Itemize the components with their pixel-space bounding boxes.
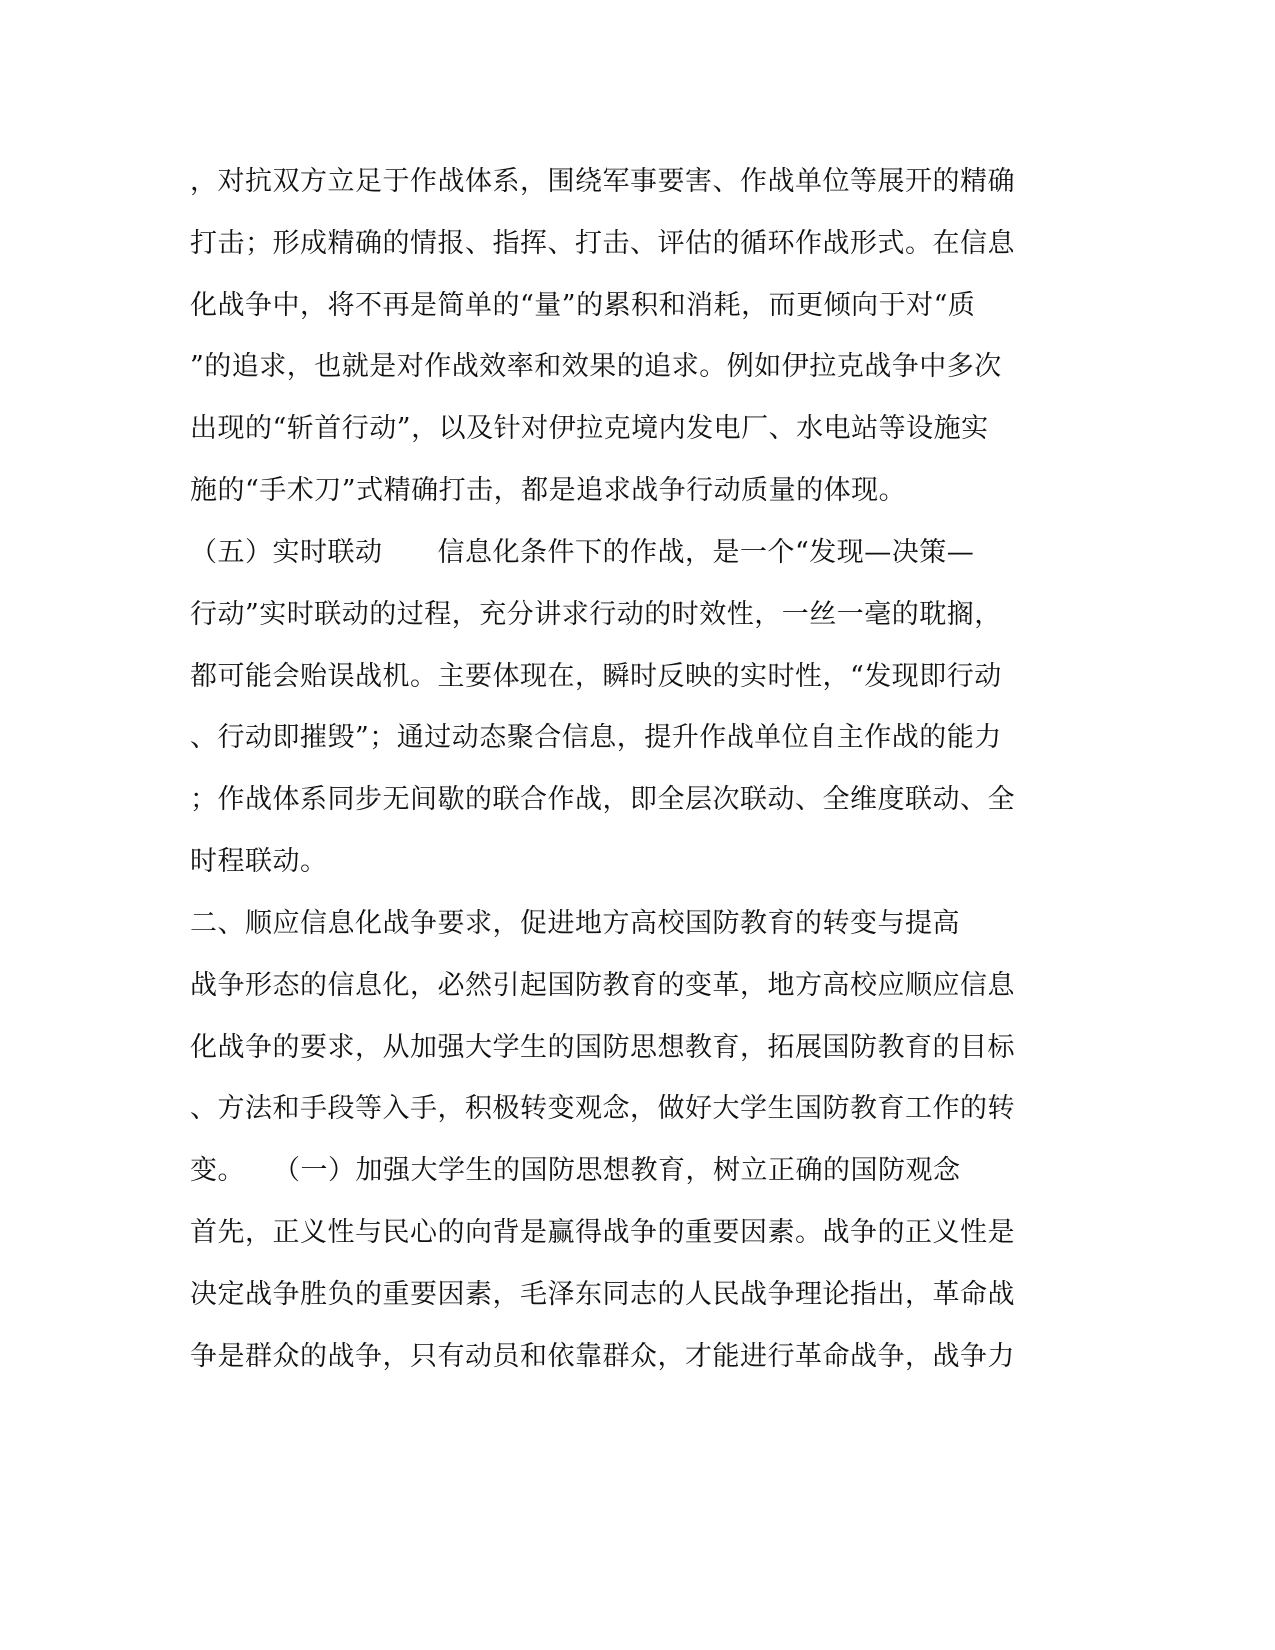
text-line: ”的追求，也就是对作战效率和效果的追求。例如伊拉克战争中多次 (190, 351, 1002, 382)
text-line: 打击；形成精确的情报、指挥、打击、评估的循环作战形式。在信息 (190, 228, 1015, 259)
text-line: 首先，正义性与民心的向背是赢得战争的重要因素。战争的正义性是 (190, 1217, 1015, 1248)
text-line: 、方法和手段等入手，积极转变观念，做好大学生国防教育工作的转 (190, 1093, 1015, 1124)
text-line: 战争形态的信息化，必然引起国防教育的变革，地方高校应顺应信息 (190, 970, 1015, 1001)
text-line: 、行动即摧毁”；通过动态聚合信息，提升作战单位自主作战的能力 (190, 722, 1002, 753)
subsection-heading-one: 变。 （一）加强大学生的国防思想教育，树立正确的国防观念 (190, 1155, 961, 1186)
text-line: ，对抗双方立足于作战体系，围绕军事要害、作战单位等展开的精确 (190, 166, 1015, 197)
text-line: 施的“手术刀”式精确打击，都是追求战争行动质量的体现。 (190, 475, 907, 506)
text-line: 化战争中，将不再是简单的“量”的累积和消耗，而更倾向于对“质 (190, 290, 976, 321)
text-line: 争是群众的战争，只有动员和依靠群众，才能进行革命战争，战争力 (190, 1341, 1015, 1372)
text-line: 决定战争胜负的重要因素，毛泽东同志的人民战争理论指出，革命战 (190, 1279, 1015, 1310)
section-heading-two: 二、顺应信息化战争要求，促进地方高校国防教育的转变与提高 (190, 908, 960, 939)
text-line: 化战争的要求，从加强大学生的国防思想教育，拓展国防教育的目标 (190, 1032, 1015, 1063)
section-heading-realtime-linkage: （五）实时联动 信息化条件下的作战，是一个“发现—决策— (190, 537, 975, 568)
text-line: ；作战体系同步无间歇的联合作战，即全层次联动、全维度联动、全 (190, 784, 1015, 815)
text-line: 都可能会贻误战机。主要体现在，瞬时反映的实时性，“发现即行动 (190, 661, 1002, 692)
text-line: 时程联动。 (190, 846, 328, 877)
text-line: 出现的“斩首行动”，以及针对伊拉克境内发电厂、水电站等设施实 (190, 413, 989, 444)
text-line: 行动”实时联动的过程，充分讲求行动的时效性，一丝一毫的耽搁， (190, 599, 1002, 630)
